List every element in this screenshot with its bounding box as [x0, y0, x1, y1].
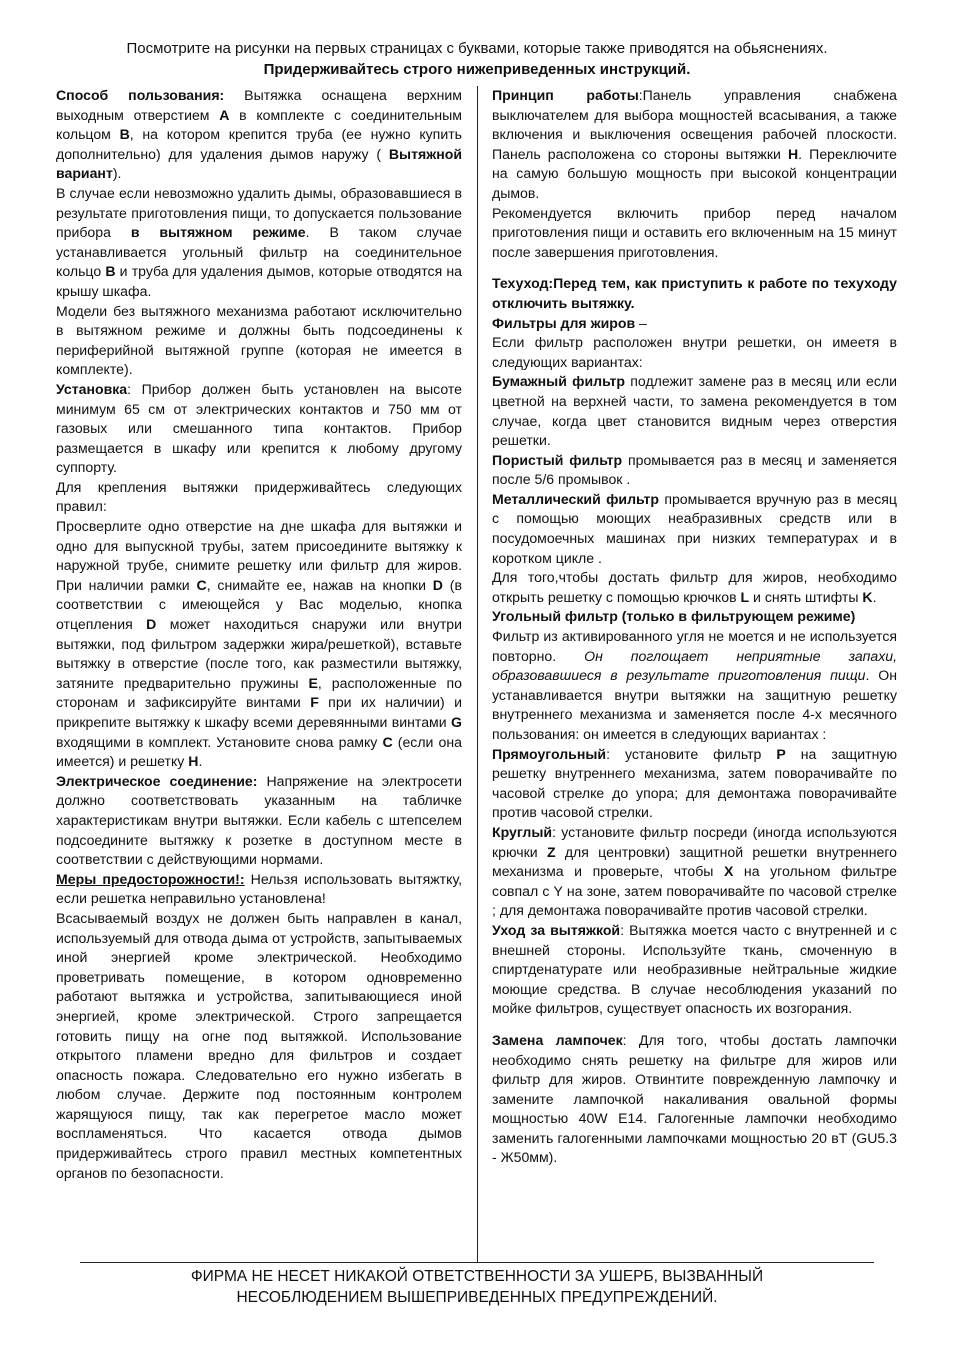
electrical-paragraph: Электрическое соединение: Напряжение на электросети должно соответствовать указанным на табличке характеристикам внутри вытяжки. Если кабель с штепселем подсоедините вытяжку к розетке в доступном месте в соответствии с действующими нормами. [56, 772, 462, 868]
page-header [40, 38, 914, 80]
hood-care-paragraph: Уход за вытяжкой: Вытяжка моется часто с внутренней и с внешней стороны. Используйте ткань, смоченную в спиртденатурате или необразивные нейтральные жидкие моющие средства. В случае несоблюдения указаний по мойке фильтров, существует опасность их возгорания. [492, 921, 897, 1017]
liability-line-1: ФИРМА НЕ НЕСЕТ НИКАКОЙ ОТВЕТСТВЕННОСТИ ЗА УШЕРБ, ВЫЗВАННЫЙ [190, 1268, 764, 1285]
principle-paragraph: Принцип работы:Панель управления снабжена выключателем для выбора мощностей всасывания, а также включения и выключения освещения рабочей плоскости. Панель расположена со стороны вытяжки H. Переключите на самую большую мощность при высокой концентрации дымов. [492, 87, 897, 201]
usage-heading: Способ пользования: [56, 87, 225, 103]
carbon-filter-heading: Угольный фильтр (только в фильтрующем режиме) [492, 608, 856, 625]
maintenance-heading: Техуход:Перед тем, как приступить к работе по техуходу отключить вытяжку. [492, 275, 897, 311]
install-heading: Установка [56, 380, 128, 397]
liability-notice [60, 1266, 894, 1308]
install-paragraph-3: Просверлите одно отверстие на дне шкафа для вытяжки и одно для выпускной трубы, затем присоедините вытяжку к наружной трубе, снимите решетку или фильтр для жиров. При наличии рамки C, снимайте ее, нажав на кнопки D (в соответствии с имеющейся у Вас моделью, кнопка отцепления D может находиться снаружи или внутри вытяжки, под фильтром задержки жира/решеткой), вставьте вытяжку в отверстие (после того, как разместили вытяжку, затяните предварительно пружины E, расположенные по сторонам и зафиксируйте винтами F при их наличии) и прикрепите вытяжку к шкафу всеми деревянными винтами G входящими в комплект. Установите снова рамку C (если она имеется) и решетку H. [56, 518, 463, 770]
metal-filter-paragraph: Металлический фильтр промывается вручную раз в месяц с помощью моющих неабразивных средств или в посудомоечных машинах при низких температурах и в коротком цикле . [492, 490, 897, 566]
column-divider [477, 86, 478, 1262]
safety-paragraph-2: Всасываемый воздух не должен быть направлен в канал, используемый для отвода дыма от устройств, запытываемых иной энергией кроме электрической. Необходимо проветривать помещение, в котором одновременно работают вытяжка и устройства, запитывающиеся иной энергией, кроме электрической. Строго запрещается готовить пищу на огне под вытяжкой. Использование открытого пламени вредно для фильтров и создает опасность пожара. Следовательно его нужно избегать в любом случае. Держите под постоянным контролем жарящуюся пищу, так как перегретое масло может воспламеняться. Что касается отвода дымов придерживайтесь строго правил местных компетентных органов по безопасности. [56, 909, 462, 1181]
footer-divider [80, 1262, 874, 1263]
grease-filters-heading: Фильтры для жиров – [492, 314, 647, 331]
install-paragraph-2: Для крепления вытяжки придерживайтесь следующих правил: [56, 478, 462, 515]
grease-filters-paragraph: Если фильтр расположен внутри решетки, он имеетя в следующих вариантах: [492, 334, 897, 370]
rectangular-filter-paragraph: Прямоугольный: установите фильтр P на защитную решетку внутреннего механизма, затем поворачивайте по часовой стрелке до упора; для демонтажа поворачивайте против часовой стрелки. [492, 745, 898, 821]
principle-heading: Принцип работы [492, 87, 639, 103]
header-instruction: Придерживайтесь строго нижеприведенных инструкций. [263, 61, 691, 78]
porous-filter-paragraph: Пористый фильтр промывается раз в месяц и заменяется после 5/6 промывок . [492, 451, 897, 488]
install-paragraph: Установка: Прибор должен быть установлен на высоте минимум 65 cм от электрических контактов и 750 мм от газовых или смешанного типа контактов. Прибор размещается в шкафу или крепится к любому другому суппорту. [56, 380, 462, 476]
usage-paragraph-2: В случае если невозможно удалить дымы, образовавшиеся в результате приготовления пищи, то допускается пользование прибора в вытяжном режиме. В таком случае устанавливается угольный фильтр на соединительное кольцо B и труба для удаления дымов, которые отводятся на крышу шкафа. [56, 184, 462, 299]
carbon-filter-paragraph: Фильтр из активированного угля не моется и не используется повторно. Он поглощает неприятные запахи, образовавшиеся в результате приготовления пищи. Он устанавливается внутри вытяжки на защитную решетку внутреннего механизма и заменяется после 4-х месячного пользования: он имеется в следующих вариантах : [492, 628, 897, 742]
usage-paragraph: Способ пользования: Вытяжка оснащена верхним выходным отверстием A в комплекте с соединительным кольцом B, на котором крепится труба (ее нужно купить дополнительно) для удаления дымов наружу ( Вытяжной вариант). [56, 87, 462, 182]
usage-paragraph-3: Модели без вытяжного механизма работают исключительно в вытяжном режиме и должны быть подсоединены к периферийной вытяжной группе (которая не имеется в комплекте). [56, 302, 462, 378]
safety-heading: Меры предосторожности!: [56, 870, 245, 887]
lamp-replacement-paragraph: Замена лампочек: Для того, чтобы достать лампочки необходимо снять решетку на фильтре для жиров или фильтр для жиров. Отвинтите поврежденную лампочку и замените лампочкой накаливания овальной формы мощностью 40W E14. Галогенные лампочки необходимо заменить галогенными лампочками мощностью 20 вТ (GU5.3 - Ж50мм). [492, 1031, 897, 1166]
principle-paragraph-2: Рекомендуется включить прибор перед началом приготовления пищи и оставить его включенным на 15 минут после завершения приготовления. [492, 204, 897, 260]
liability-line-2: НЕСОБЛЮДЕНИЕМ ВЫШЕПРИВЕДЕННЫХ ПРЕДУПРЕЖДЕНИЙ. [236, 1289, 718, 1306]
right-column [492, 86, 897, 1168]
filter-removal-paragraph: Для того,чтобы достать фильтр для жиров, необходимо открыть решетку с помощью крючков L и снять штифты K. [492, 569, 897, 605]
electrical-heading: Электрическое соединение: [56, 772, 258, 789]
header-intro: Посмотрите на рисунки на первых страницах с буквами, которые также приводятся на обьяснениях. [126, 40, 828, 57]
paper-filter-paragraph: Бумажный фильтр подлежит замене раз в месяц или если цветной на верхней части, то замена рекомендуется в том случае, когда цвет становится видным через отверстия решетки. [492, 373, 897, 449]
round-filter-paragraph: Круглый: установите фильтр посреди (иногда используются крючки Z для центровки) защитной решетки внутреннего механизма и проверьте, чтобы X на угольном фильтре совпал с Y на зоне, затем поворачивайте по часовой стрелке ; для демонтажа поворачивайте против часовой стрелки. [492, 823, 898, 919]
safety-paragraph: Меры предосторожности!: Нельзя использовать вытяжтку, если решетка неправильно установлена! [56, 870, 462, 907]
left-column [56, 86, 462, 1183]
